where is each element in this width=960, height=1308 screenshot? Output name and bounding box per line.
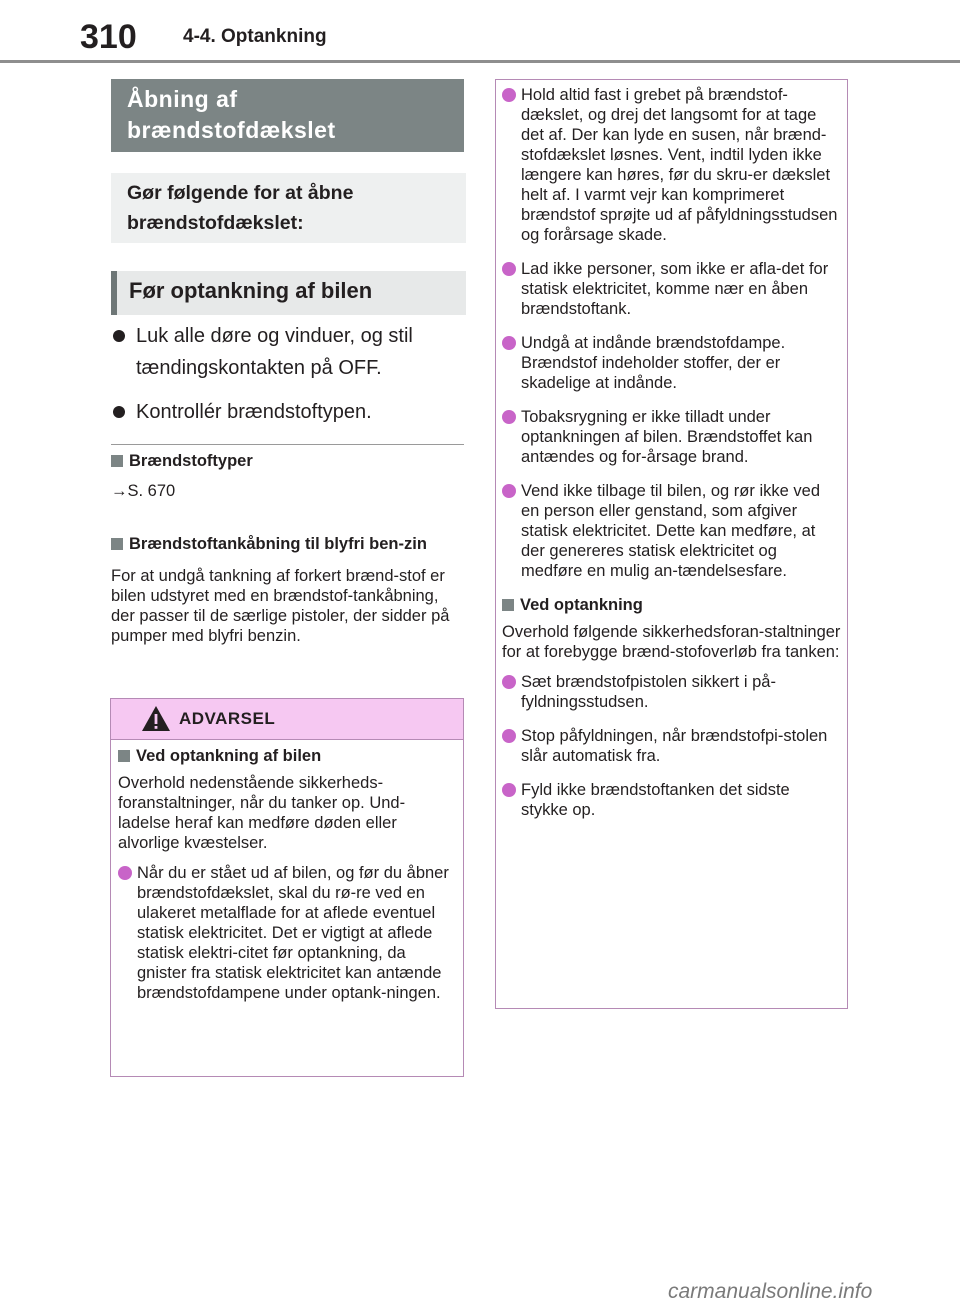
arrow-right-icon: → [111, 482, 128, 500]
bullet-dot-icon [502, 783, 516, 797]
list-item-text: Tobaksrygning er ikke tilladt under optankningen af bilen. Brændstoffet kan antændes og for-årsage brand. [521, 408, 813, 466]
warning-box-continued [495, 79, 848, 1009]
page-number: 310 [80, 18, 137, 56]
refuel-intro: Overhold følgende sikkerhedsforan-staltninger for at forebygge brænd-stofoverløb fra tanken: [502, 623, 841, 661]
fuel-opening-heading: Brændstoftankåbning til blyfri ben-zin [111, 534, 484, 554]
square-bullet-icon [111, 455, 123, 467]
warning-box [110, 698, 464, 1077]
section-heading-line2: brændstofdækslet [127, 117, 336, 143]
list-item [502, 481, 841, 581]
header-divider [0, 60, 960, 63]
prep-bullet-list [111, 320, 466, 440]
bullet-dot-icon [113, 406, 125, 418]
list-item-text: Luk alle døre og vinduer, og stil tændingskontakten på OFF. [136, 325, 413, 379]
subheading: Før optankning af bilen [129, 278, 373, 303]
list-item-text: Sæt brændstofpistolen sikkert i på-fyldningsstudsen. [521, 673, 776, 711]
section-heading-line1: Åbning af [127, 86, 238, 112]
intro-line1: Gør følgende for at åbne [127, 182, 354, 204]
warning-heading: Ved optankning af bilen [118, 746, 456, 766]
list-item [502, 780, 841, 820]
bullet-dot-icon [502, 675, 516, 689]
list-item [502, 726, 841, 766]
list-item [111, 396, 466, 428]
square-bullet-icon [118, 750, 130, 762]
watermark: carmanualsonline.info [668, 1280, 873, 1303]
square-bullet-icon [111, 538, 123, 550]
square-bullet-icon [502, 599, 514, 611]
bullet-dot-icon [502, 729, 516, 743]
list-item-text: Hold altid fast i grebet på brændstof-dækslet, og drej det langsomt for at tage det af. Der kan lyde en susen, når brænd-stofdækslet løsnes. Vent, indtil lyden ikke længere kan høres, før du skru-er dækslet helt af. I varmt vejr kan komprimeret brændstof sprøjte ud af påfyldningsstudsen og forårsage skade. [521, 86, 838, 244]
intro-line2: brændstofdækslet: [127, 212, 304, 234]
fuel-types-heading: Brændstoftyper [111, 451, 484, 471]
list-item-text: Fyld ikke brændstoftanken det sidste stykke op. [521, 781, 790, 819]
subheading-box [111, 271, 466, 315]
list-item [502, 333, 841, 393]
warning-label: ADVARSEL [179, 709, 276, 728]
refuel-heading: Ved optankning [502, 595, 841, 615]
list-item [502, 259, 841, 319]
bullet-dot-icon [502, 484, 516, 498]
bullet-dot-icon [118, 866, 132, 880]
list-item-text: Lad ikke personer, som ikke er afla-det for statisk elektricitet, komme nær en åben brændstoftank. [521, 260, 829, 318]
list-item-text: Vend ikke tilbage til bilen, og rør ikke ved en person eller genstand, som afgiver statisk elektricitet. Dette kan medføre, at der genereres statisk elektricitet og medføre en mulig an-tændelsesfare. [521, 482, 820, 580]
list-item-text: Når du er stået ud af bilen, og før du åbner brændstofdækslet, skal du rø-re ved en ulakeret metalflade for at aflede eventuel statisk elektricitet. Det er vigtigt at aflede statisk elektri-citet før optankning, da gnister fra statisk elektricitet kan antænde brændstofdampene under optank-ningen. [137, 864, 449, 1002]
bullet-dot-icon [502, 336, 516, 350]
divider [111, 444, 464, 445]
list-item [502, 672, 841, 712]
fuel-types-reference[interactable]: →S. 670 [111, 482, 176, 500]
list-item-text: Kontrollér brændstoftypen. [136, 401, 372, 423]
list-item-text: Stop påfyldningen, når brændstofpi-stolen slår automatisk fra. [521, 727, 828, 765]
warning-triangle-icon [141, 705, 171, 732]
section-heading-box [111, 79, 464, 152]
bullet-dot-icon [502, 410, 516, 424]
list-item [118, 863, 456, 1003]
warning-intro: Overhold nedenstående sikkerheds-foranstaltninger, når du tanker op. Und-ladelse heraf kan medføre døden eller alvorlige kvæstelser. [118, 774, 406, 852]
list-item-text: Undgå at indånde brændstofdampe. Brændstof indeholder stoffer, der er skadelige at indånde. [521, 334, 786, 392]
intro-box [111, 173, 466, 243]
bullet-dot-icon [502, 88, 516, 102]
bullet-dot-icon [502, 262, 516, 276]
list-item [502, 85, 841, 245]
bullet-dot-icon [113, 330, 125, 342]
warning-header [111, 699, 463, 740]
fuel-opening-body: For at undgå tankning af forkert brænd-stof er bilen udstyret med en brændstof-tankåbning, der passer til de særlige pistoler, der sidder på pumper med blyfri benzin. [111, 567, 450, 645]
section-title: 4-4. Optankning [183, 26, 327, 47]
list-item [502, 407, 841, 467]
list-item [111, 320, 466, 384]
